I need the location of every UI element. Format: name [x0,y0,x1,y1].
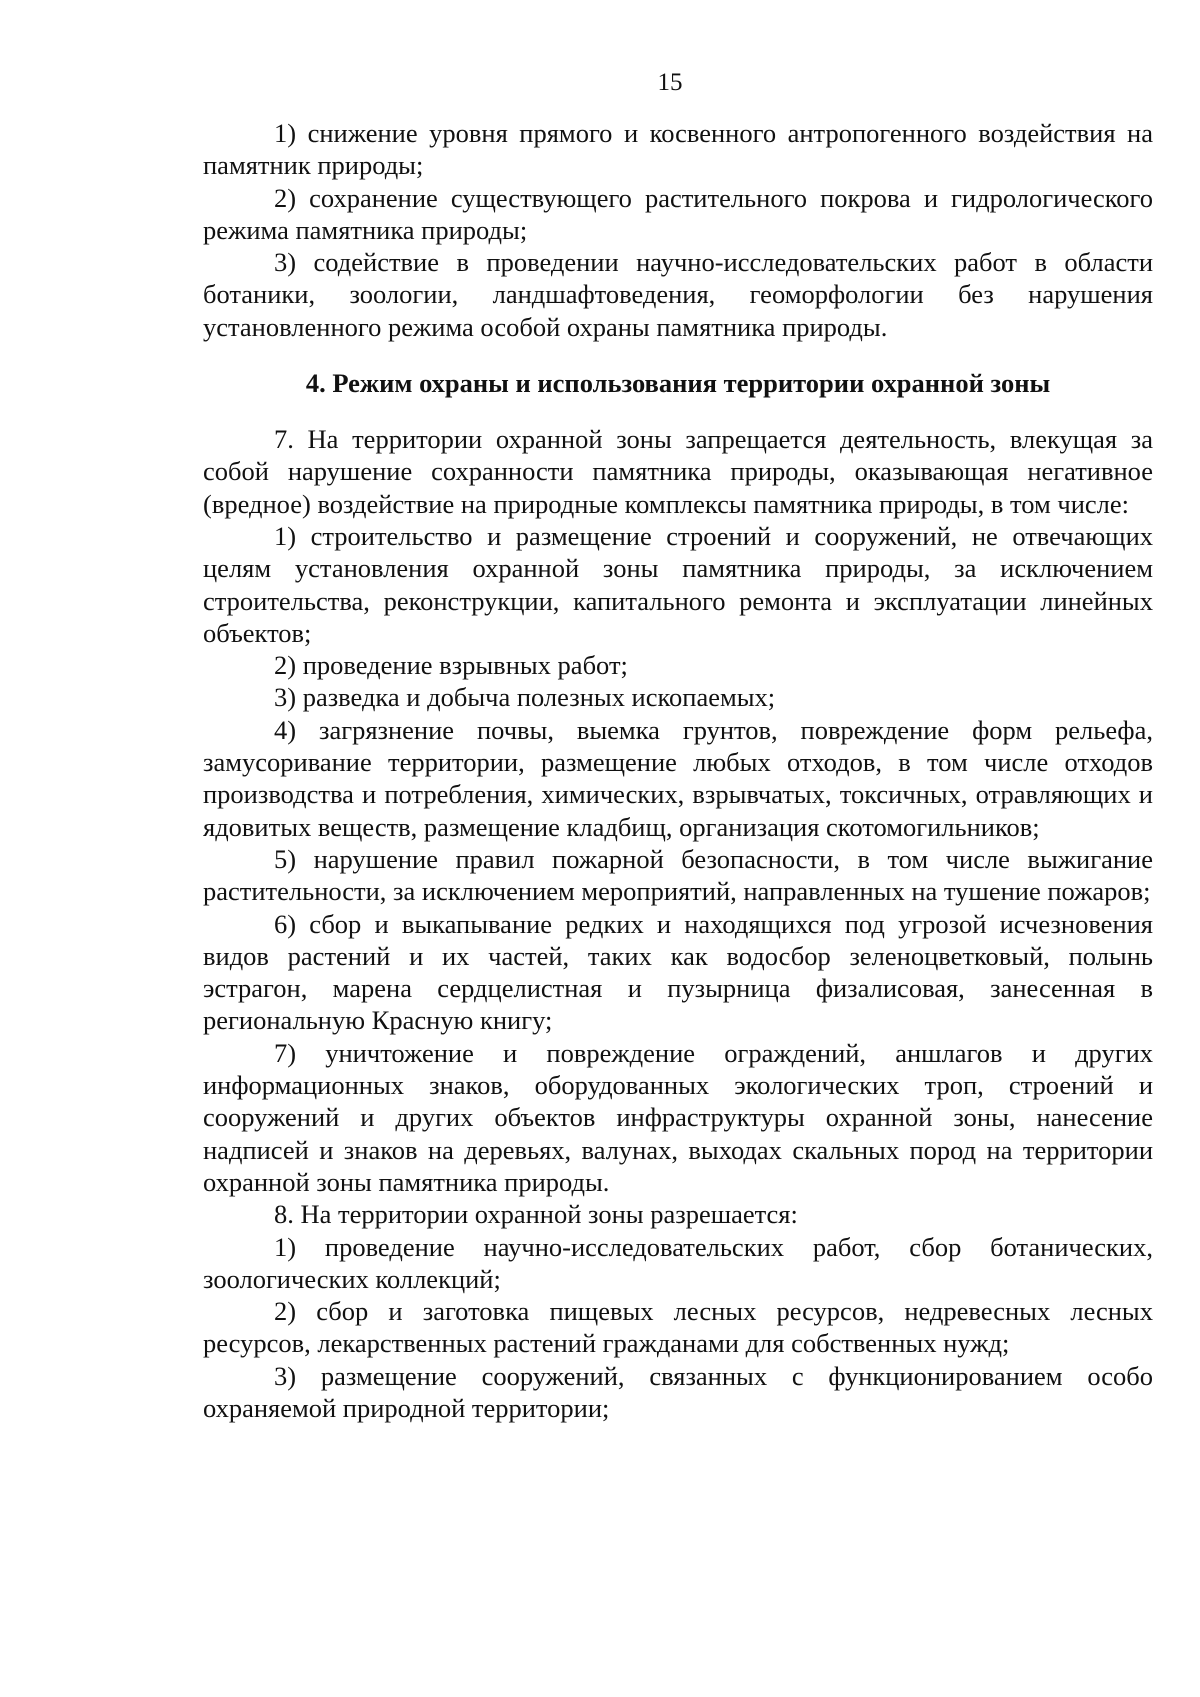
clause-8-item: 2) сбор и заготовка пищевых лесных ресурсов, недревесных лесных ресурсов, лекарственных растений гражданами для собственных нужд; [203,1296,1153,1359]
clause-7-item: 3) разведка и добыча полезных ископаемых; [274,682,776,713]
clause-7-text: 7. На территории охранной зоны запрещается деятельность, влекущая за собой нарушение сохранности памятника природы, оказывающая негативное (вредное) воздействие на природные комплексы памятника природы, в том числе: [203,424,1153,519]
intro-item: 3) содействие в проведении научно-исследовательских работ в области ботаники, зоологии, ландшафтоведения, геоморфологии без нарушения установленного режима особой охраны памятника природы. [203,247,1153,342]
document-body [203,117,1153,1424]
clause-8-item: 3) размещение сооружений, связанных с функционированием особо охраняемой природной территории; [203,1360,1153,1423]
clause-7-item: 4) загрязнение почвы, выемка грунтов, повреждение форм рельефа, замусоривание территории, размещение любых отходов, в том числе отходов производства и потребления, химических, взрывчатых, токсичных, отравляющих и ядовитых веществ, размещение кладбищ, организация скотомогильников; [203,714,1153,842]
clause-8-text: 8. На территории охранной зоны разрешается: [274,1199,798,1230]
clause-7-item: 6) сбор и выкапывание редких и находящихся под угрозой исчезновения видов растений и их частей, таких как водосбор зеленоцветковый, полынь эстрагон, марена сердцелистная и пузырница физалисовая, занесенная в региональную Красную книгу; [203,908,1153,1036]
intro-item: 2) сохранение существующего растительного покрова и гидрологического режима памятника природы; [203,182,1153,245]
clause-8-item: 1) проведение научно-исследовательских работ, сбор ботанических, зоологических коллекций; [203,1231,1153,1294]
clause-7-item: 1) строительство и размещение строений и сооружений, не отвечающих целям установления охранной зоны памятника природы, за исключением строительства, реконструкции, капитального ремонта и эксплуатации линейных объектов; [203,520,1153,648]
clause-7-item: 2) проведение взрывных работ; [274,650,628,681]
clause-7-item: 5) нарушение правил пожарной безопасности, в том числе выжигание растительности, за исключением мероприятий, направленных на тушение пожаров; [203,843,1153,907]
page-number: 15 [657,69,683,96]
clause-7-item: 7) уничтожение и повреждение ограждений, аншлагов и других информационных знаков, оборудованных экологических троп, строений и сооружений и других объектов инфраструктуры охранной зоны, нанесение надписей и знаков на деревьях, валунах, выходах скальных пород на территории охранной зоны памятника природы. [203,1037,1153,1197]
intro-item: 1) снижение уровня прямого и косвенного антропогенного воздействия на памятник природы; [203,118,1153,181]
section-heading: 4. Режим охраны и использования территории охранной зоны [305,368,1051,399]
